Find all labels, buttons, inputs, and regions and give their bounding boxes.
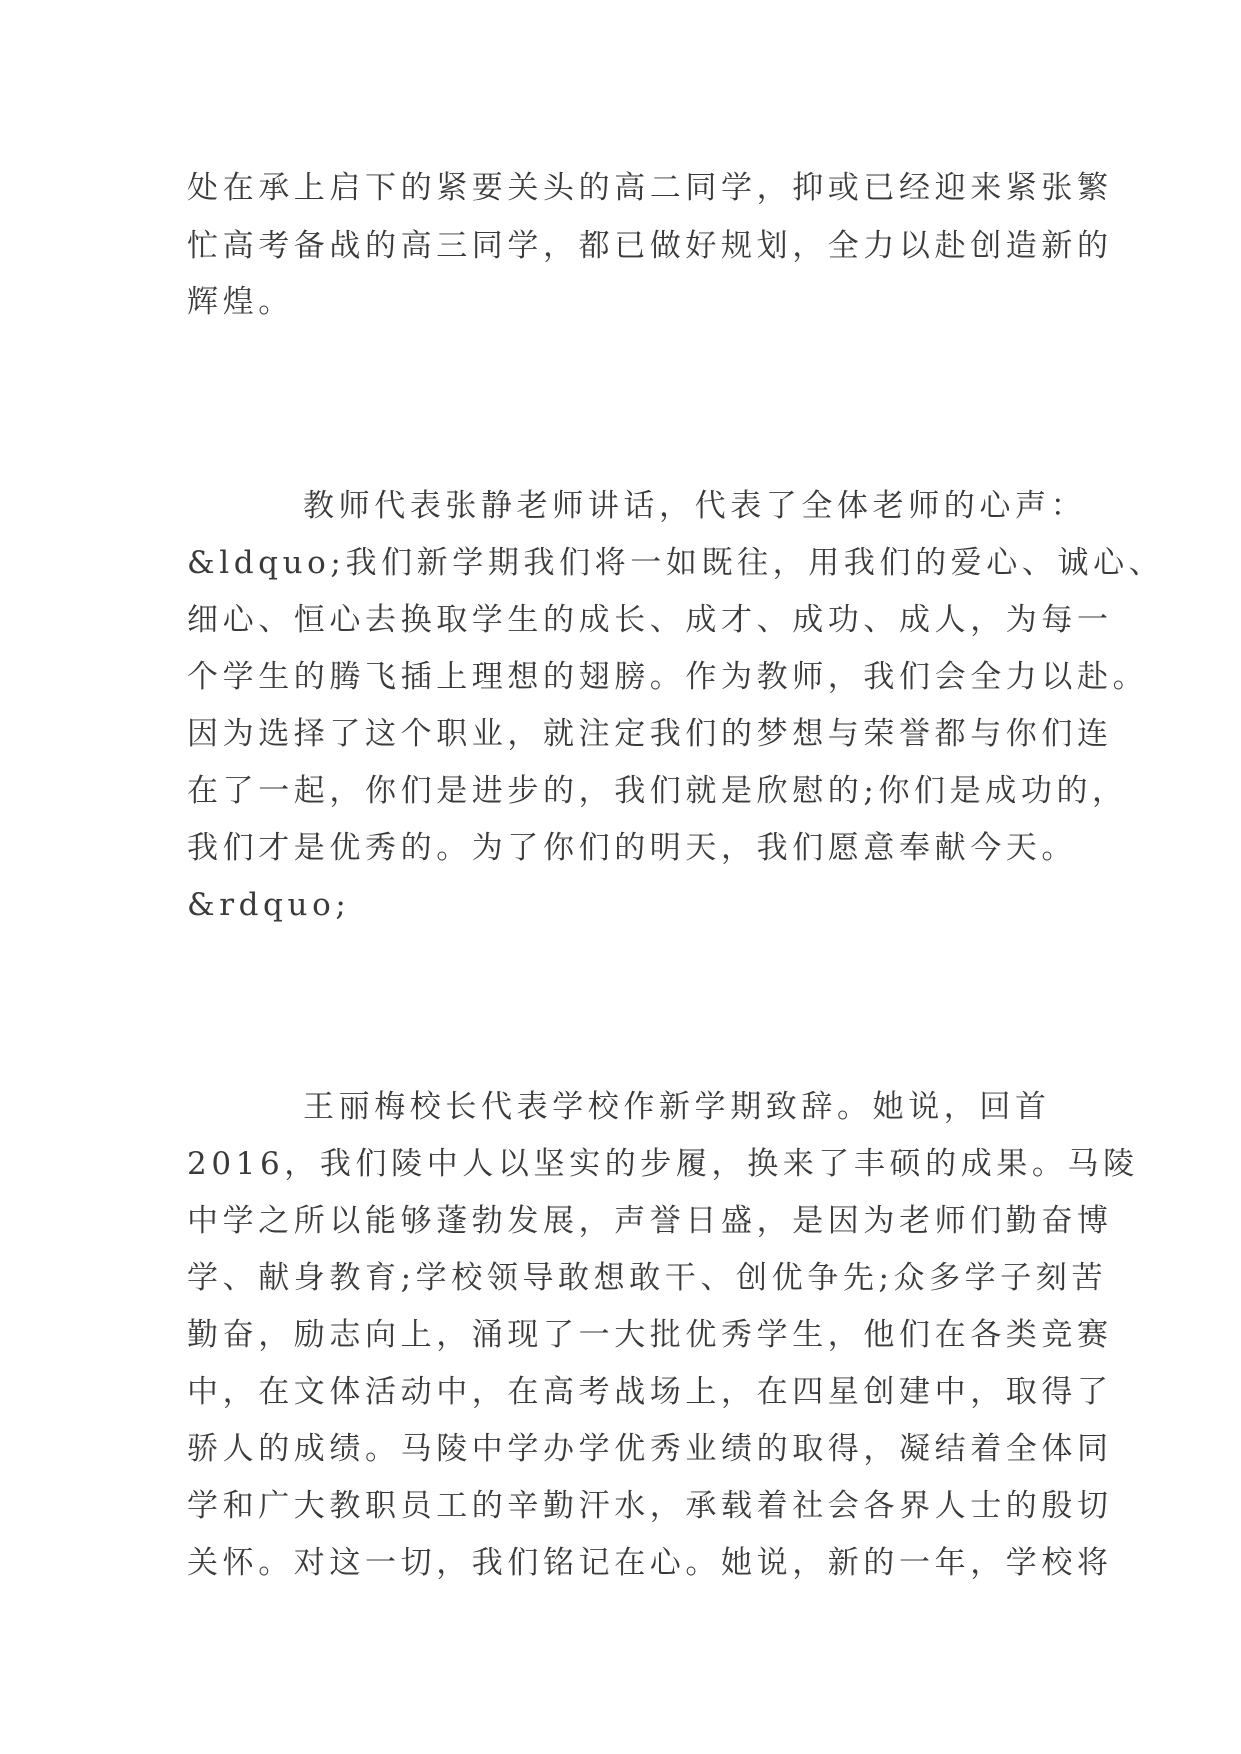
text-line: &ldquo;我们新学期我们将一如既往，用我们的爱心、诚心、 bbox=[187, 545, 1165, 581]
text-line: 学和广大教职员工的辛勤汗水，承载着社会各界人士的殷切 bbox=[187, 1488, 1113, 1524]
text-line: 辉煌。 bbox=[187, 284, 294, 320]
text-line: 个学生的腾飞插上理想的翅膀。作为教师，我们会全力以赴。 bbox=[187, 659, 1149, 695]
text-line: 学、献身教育;学校领导敢想敢干、创优争先;众多学子刻苦 bbox=[187, 1260, 1108, 1296]
paragraph-first-line: 教师代表张静老师讲话，代表了全体老师的心声： bbox=[303, 488, 1087, 524]
text-line: 中学之所以能够蓬勃发展，声誉日盛，是因为老师们勤奋博 bbox=[187, 1203, 1113, 1239]
paragraph-first-line: 王丽梅校长代表学校作新学期致辞。她说，回首 bbox=[303, 1089, 1051, 1125]
text-line: 处在承上启下的紧要关头的高二同学，抑或已经迎来紧张繁 bbox=[187, 170, 1113, 206]
text-line: 2016，我们陵中人以坚实的步履，换来了丰硕的成果。马陵 bbox=[187, 1146, 1139, 1182]
text-line: 忙高考备战的高三同学，都已做好规划，全力以赴创造新的 bbox=[187, 228, 1113, 264]
text-line: &rdquo; bbox=[187, 887, 351, 923]
text-line: 因为选择了这个职业，就注定我们的梦想与荣誉都与你们连 bbox=[187, 716, 1113, 752]
text-line: 中，在文体活动中，在高考战场上，在四星创建中，取得了 bbox=[187, 1374, 1113, 1410]
text-line: 勤奋，励志向上，涌现了一大批优秀学生，他们在各类竞赛 bbox=[187, 1317, 1113, 1353]
text-line: 我们才是优秀的。为了你们的明天，我们愿意奉献今天。 bbox=[187, 830, 1077, 866]
text-line: 细心、恒心去换取学生的成长、成才、成功、成人，为每一 bbox=[187, 602, 1113, 638]
text-line: 在了一起，你们是进步的，我们就是欣慰的;你们是成功的， bbox=[187, 773, 1128, 809]
text-line: 骄人的成绩。马陵中学办学优秀业绩的取得，凝结着全体同 bbox=[187, 1431, 1113, 1467]
text-line: 关怀。对这一切，我们铭记在心。她说，新的一年，学校将 bbox=[187, 1545, 1113, 1581]
